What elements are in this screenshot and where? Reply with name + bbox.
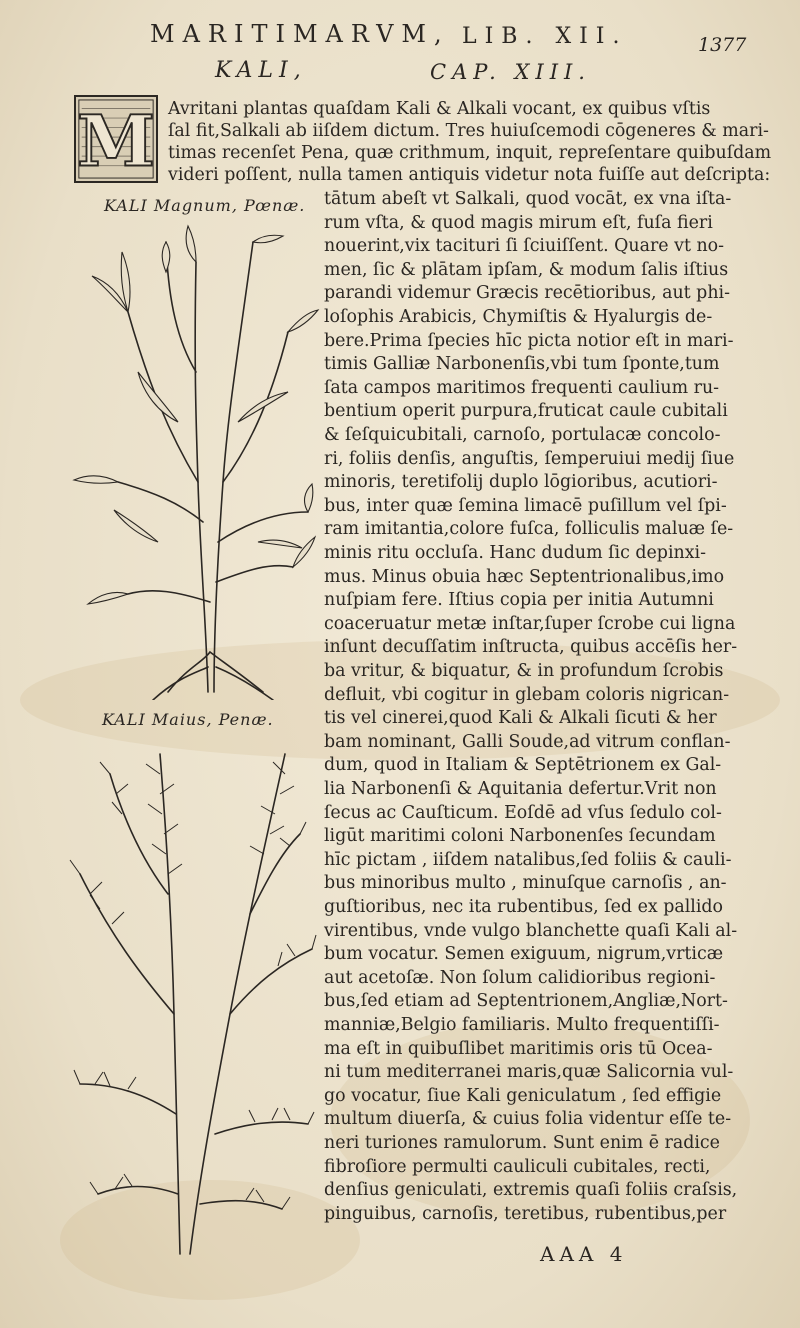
signature-mark: AAA 4 — [540, 1242, 628, 1266]
text-line: Avritani plantas quaſdam Kali & Alkali vocant, ex quibus vſtis — [168, 99, 711, 119]
svg-text:M: M — [76, 99, 156, 181]
text-line: tis vel cinerei,quod Kali & Alkali ſicuti & her — [324, 708, 717, 729]
text-line: ſal fit,Salkali ab iiſdem dictum. Tres huiuſcemodi cōgeneres & mari- — [168, 121, 769, 141]
text-line: hīc pictam , iiſdem natalibus,ſed foliis & cauli- — [324, 849, 732, 870]
text-line: coaceruatur metæ inſtar,ſuper ſcrobe cui ligna — [324, 613, 736, 634]
chapter-heading: CAP. XIII. — [430, 60, 591, 84]
text-line: go vocatur, ſiue Kali geniculatum , ſed effigie — [324, 1085, 722, 1106]
text-line: parandi videmur Græcis recētioribus, aut phi- — [324, 283, 730, 304]
text-line: ſata campos maritimos frequenti caulium ru- — [324, 377, 720, 398]
text-line: & ſeſquicubitali, carnoſo, portulacæ concolo- — [324, 425, 721, 445]
text-line: bus, inter quæ ſemina limacē puſillum vel ſpi- — [324, 495, 727, 516]
text-line: multum diuerſa, & cuius folia videntur eſſe te- — [324, 1109, 732, 1130]
text-line: loſophis Arabicis, Chymiſtis & Hyalurgis de- — [324, 307, 713, 327]
text-line: ligūt maritimi coloni Narbonenſes ſecundam — [324, 826, 716, 847]
text-line: ram imitantia,colore fuſca, folliculis maluæ ſe- — [324, 519, 734, 540]
text-line: minoris, teretifolij duplo lōgioribus, acutiori- — [324, 472, 718, 493]
text-line: defluit, vbi cogitur in glebam coloris nigrican- — [324, 684, 730, 705]
text-line: dum, quod in Italiam & Septētrionem ex Gal- — [324, 755, 722, 776]
text-line: bentium operit purpura,fruticat caule cubitali — [324, 401, 728, 422]
text-line: manniæ,Belgio familiaris. Multo frequentiſſi- — [324, 1015, 720, 1035]
text-line: videri poſſent, nulla tamen antiquis videtur nota fuiſſe aut deſcripta: — [168, 165, 771, 185]
text-line: bum vocatur. Semen exiguum, nigrum,vrticæ — [324, 944, 724, 965]
text-line: guſtioribus, nec ita rubentibus, ſed ex pallido — [324, 897, 723, 917]
text-line: neri turiones ramulorum. Sunt enim ē radice — [324, 1133, 720, 1153]
text-line: ba vritur, & biquatur, & in profundum ſcrobis — [324, 661, 724, 681]
text-line: inſunt decuſſatim inſtructa, quibus accēſis her- — [324, 637, 738, 658]
text-line: timis Galliæ Narbonenſis,vbi tum ſponte,tum — [324, 354, 720, 375]
text-line: minis ritu occluſa. Hanc dudum ſic depinxi- — [324, 543, 706, 563]
text-line: bus,ſed etiam ad Septentrionem,Angliæ,Nort- — [324, 991, 728, 1012]
text-line: timas recenſet Pena, quæ crithmum, inquit, repreſentare quibuſdam — [168, 143, 772, 163]
initial-ornament-icon — [76, 97, 156, 181]
text-line: bam nominant, Galli Soude,ad vitrum conflan- — [324, 731, 731, 752]
text-line: denſius geniculati, extremis quaſi foliis craſsis, — [324, 1180, 738, 1201]
text-line: ma eſt in quibuſlibet maritimis oris tū Ocea- — [324, 1038, 713, 1059]
figure-caption-2: KALI Maius, Penæ. — [102, 710, 274, 729]
text-line: ni tum mediterranei maris,quæ Salicornia vul- — [324, 1062, 734, 1083]
text-line: ſecus ac Cauſticum. Eoſdē ad vſus ſedulo col- — [324, 802, 722, 823]
text-line: fibroſiore permulti cauliculi cubitales, recti, — [324, 1156, 711, 1177]
text-line: virentibus, vnde vulgo blanchette quaſi Kali al- — [324, 920, 738, 941]
text-line: bus minoribus multo , minuſque carnoſis , an- — [324, 873, 727, 894]
text-line: rum vſta, & quod magis mirum eſt, fuſa fieri — [324, 212, 713, 233]
text-line: men, ſic & plātam ipſam, & modum ſalis iſtius — [324, 259, 729, 280]
text-line: aut acetoſæ. Non ſolum calidioribus regioni- — [324, 967, 716, 988]
kali-maius-woodcut — [50, 734, 320, 1256]
kali-magnum-woodcut — [58, 222, 320, 700]
text-line: ri, foliis denſis, anguſtis, ſemperuiui medij ſiue — [324, 448, 735, 469]
book-number: LIB. XII. — [462, 24, 628, 49]
decorated-initial — [74, 95, 158, 183]
text-line: tātum abeſt vt Salkali, quod vocāt, ex vna iſta- — [324, 189, 732, 209]
running-title: MARITIMARVM, — [150, 20, 450, 48]
text-line: nuſpiam fere. Iſtius copia per initia Autumni — [324, 590, 714, 611]
page-number: 1377 — [698, 34, 747, 56]
text-line: nouerint,vix tacituri ſi ſciuiſſent. Quare vt no- — [324, 236, 725, 257]
text-line: mus. Minus obuia hæc Septentrionalibus,imo — [324, 566, 725, 587]
plant-name-heading: KALI, — [215, 58, 307, 83]
text-line: bere.Prima ſpecies hīc picta notior eſt in mari- — [324, 330, 734, 351]
text-line: pinguibus, carnoſis, teretibus, rubentibus,per — [324, 1203, 727, 1224]
figure-caption-1: KALI Magnum, Pœnæ. — [104, 196, 306, 215]
text-line: lia Narbonenſi & Aquitania defertur.Vrit non — [324, 779, 717, 799]
